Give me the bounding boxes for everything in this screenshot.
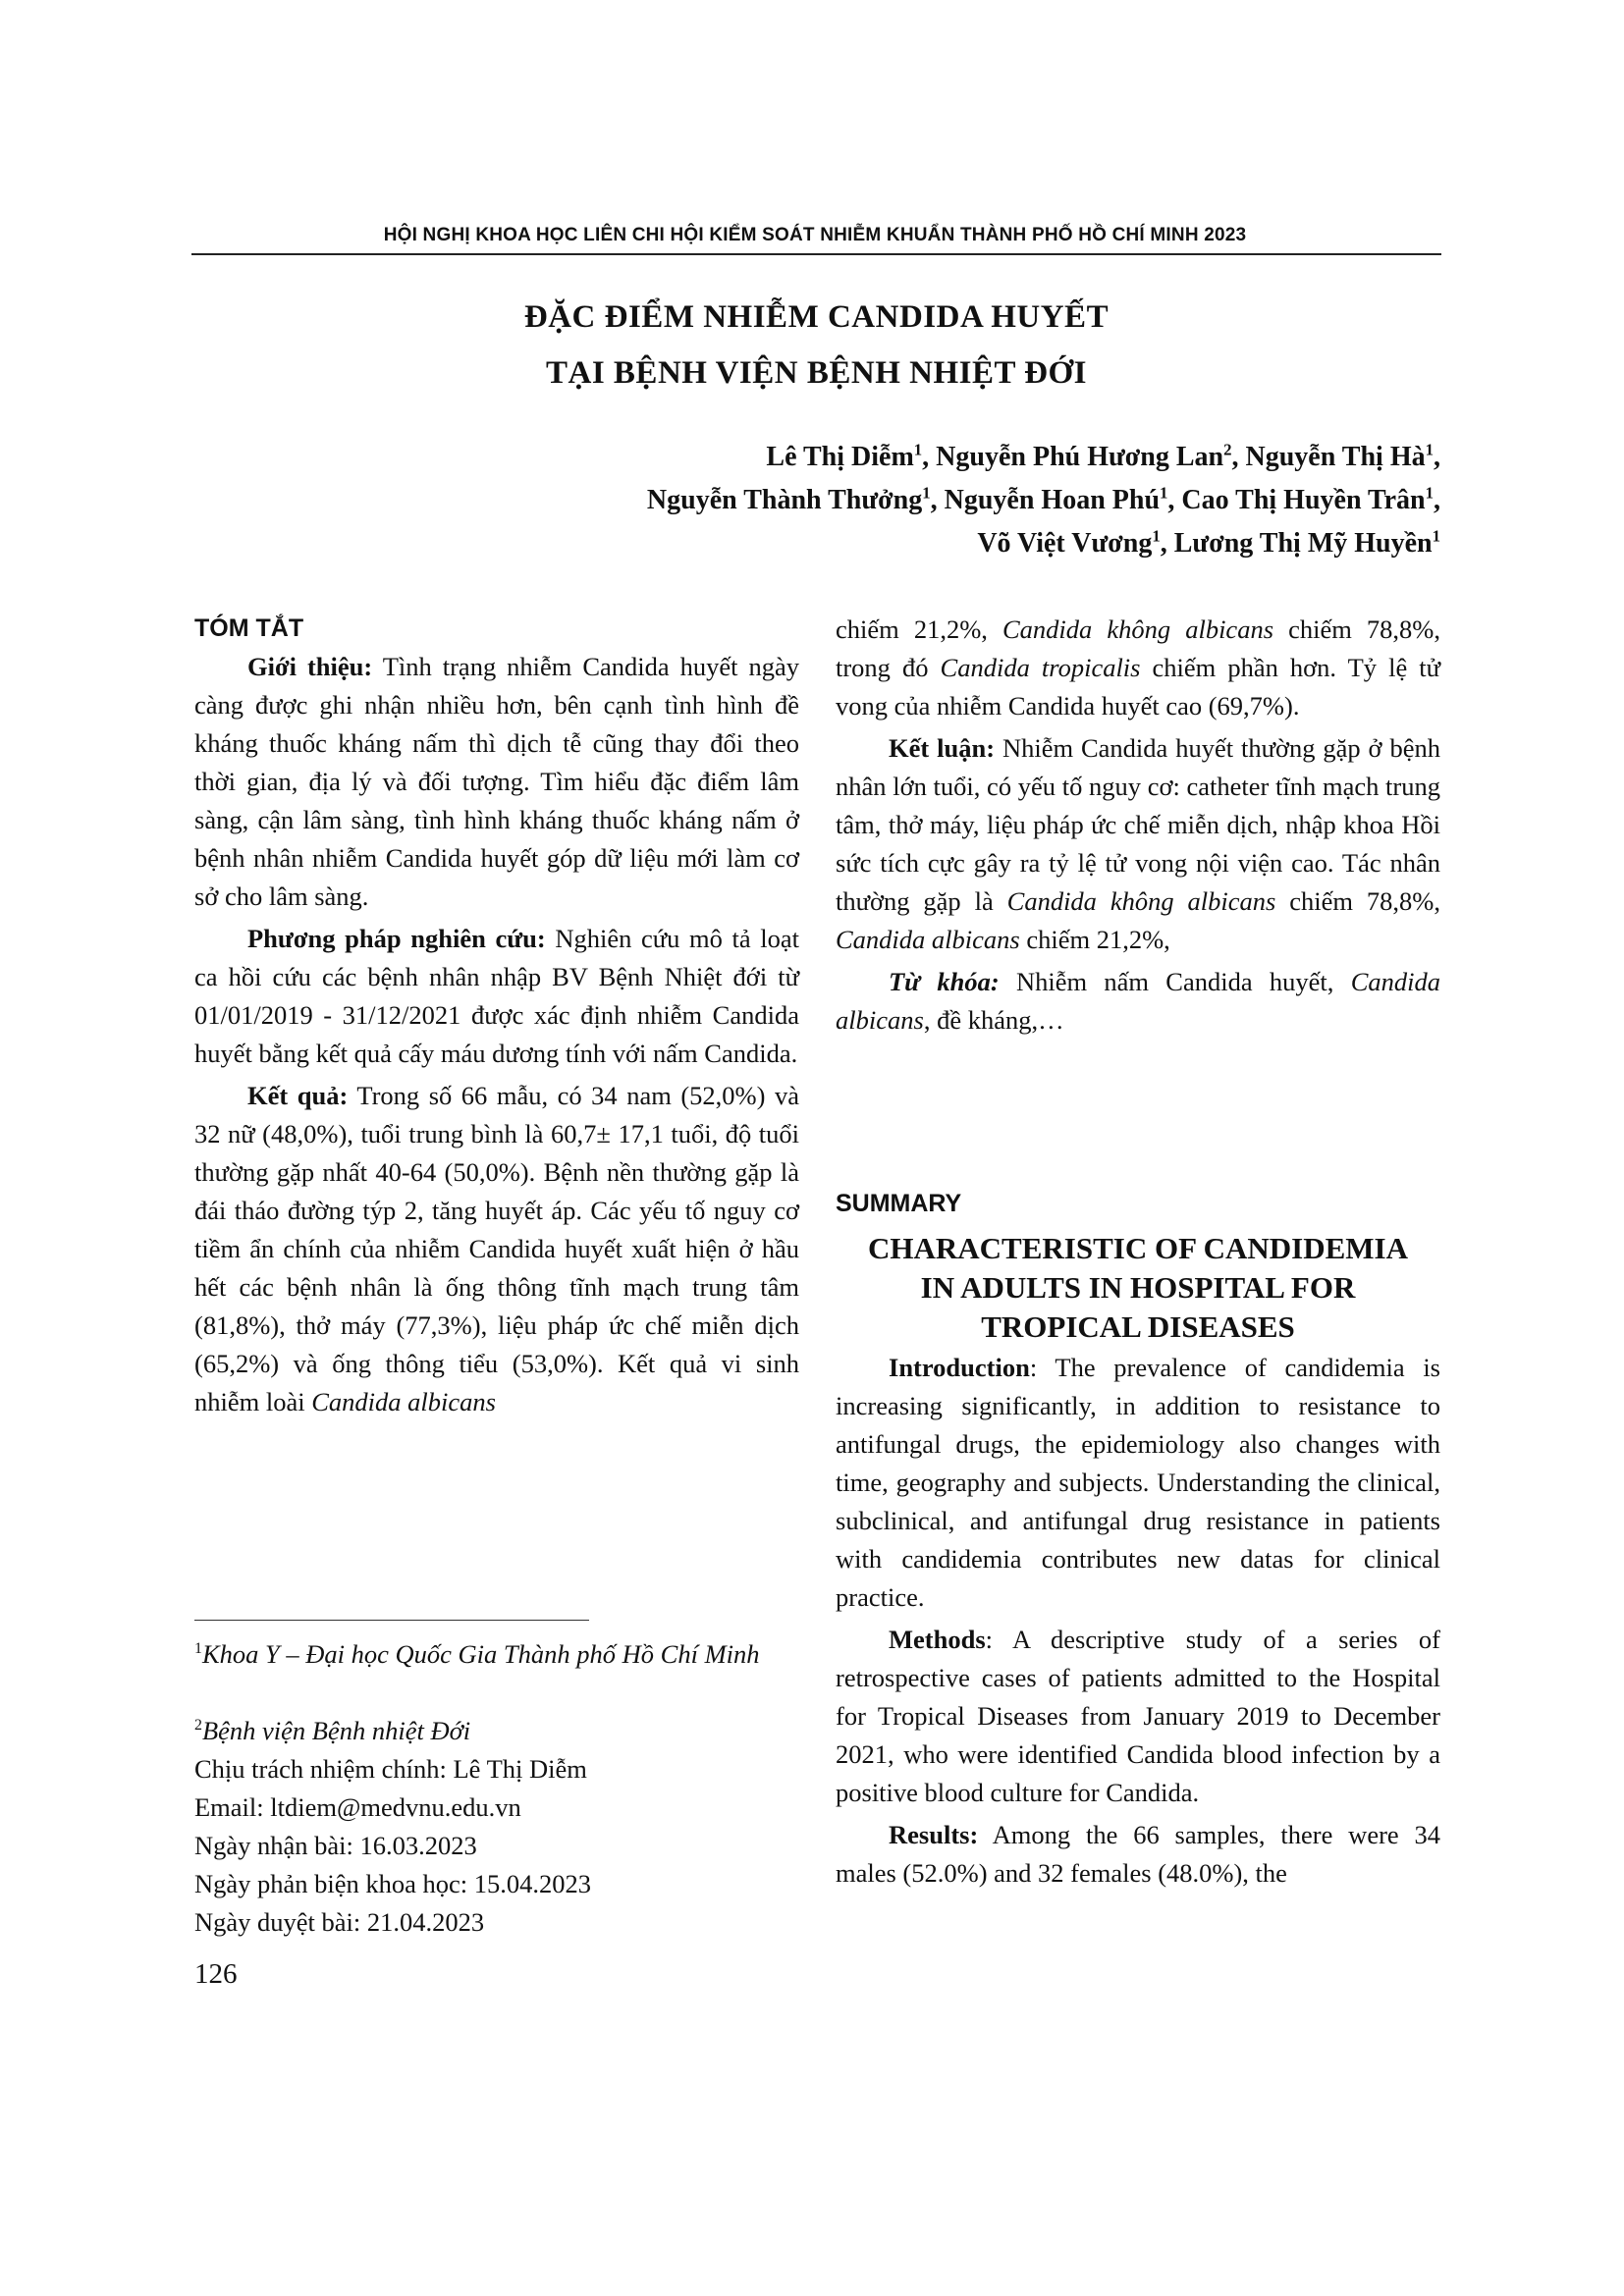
reviewed-date: Ngày phản biện khoa học: 15.04.2023 [194, 1869, 592, 1898]
author-line-1 [766, 442, 1440, 473]
en-intro-paragraph [836, 1349, 1440, 1617]
author-name: , Nguyễn Hoan Phú [930, 485, 1161, 515]
footnote-affiliation-1 [194, 1635, 803, 1674]
author-name: Võ Việt Vương [977, 528, 1153, 559]
en-intro-label: Introduction [889, 1353, 1030, 1382]
keywords-paragraph [836, 963, 1440, 1040]
affiliation-mark: 1 [1152, 526, 1161, 546]
conclusion-text: Nhiễm Candida huyết thường gặp ở bệnh nhân lớn tuổi, có yếu tố nguy cơ: catheter tĩnh mạch trung tâm, thở máy, liệu pháp ức chế miễn dịch, nhập khoa Hồi sức tích cực gây ra tỷ lệ tử vong nội viện cao. Tác nhân thường gặp là [836, 733, 1440, 916]
footnote-affiliation-2 [194, 1712, 803, 1750]
affiliation-text: Khoa Y – Đại học Quốc Gia Thành phố Hồ Chí Minh [201, 1639, 760, 1669]
affiliation-mark: 1 [1160, 483, 1168, 503]
affiliation-mark: 1 [922, 483, 931, 503]
methods-paragraph [194, 920, 799, 1073]
keywords-text: , đề kháng,… [923, 1005, 1064, 1035]
footnote-divider [194, 1620, 589, 1621]
methods-text: Nghiên cứu mô tả loạt ca hồi cứu các bệnh nhân nhập BV Bệnh Nhiệt đới từ 01/01/2019 - 31/12/2021 được xác định nhiễm Candida huyết bằng kết quả cấy máu dương tính với nấm Candida. [194, 924, 799, 1068]
results-text: chiếm phần hơn. Tỷ lệ tử vong của nhiễm Candida huyết cao (69,7%). [836, 653, 1440, 721]
affiliation-mark: 1 [1425, 440, 1434, 459]
species-name: Candida không albicans [1006, 886, 1276, 916]
results-text: chiếm 21,2%, [836, 614, 1002, 644]
article-title-line-1: ĐẶC ĐIỂM NHIỄM CANDIDA HUYẾT [523, 299, 1110, 335]
author-name: , Nguyễn Thị Hà [1231, 442, 1426, 472]
author-name: Lê Thị Diễm [766, 442, 914, 472]
affiliation-text: Bệnh viện Bệnh nhiệt Đới [201, 1716, 471, 1745]
intro-text: Tình trạng nhiễm Candida huyết ngày càng được ghi nhận nhiều hơn, bên cạnh tình hình đề kháng thuốc kháng nấm thì dịch tễ cũng thay đổi theo thời gian, địa lý và đối tượng. Tìm hiểu đặc điểm lâm sàng, cận lâm sàng, tình hình kháng thuốc kháng nấm ở bệnh nhân nhiễm Candida huyết góp dữ liệu mới làm cơ sở cho lâm sàng. [194, 652, 799, 911]
page-number: 126 [194, 1958, 238, 1990]
intro-label: Giới thiệu: [247, 652, 373, 681]
english-title-line: TROPICAL DISEASES [981, 1309, 1295, 1344]
english-title-line: CHARACTERISTIC OF CANDIDEMIA [867, 1231, 1408, 1265]
species-name: Candida không albicans [1002, 614, 1274, 644]
author-line-2 [647, 485, 1440, 516]
affiliation-mark: 1 [1432, 526, 1440, 546]
affiliation-mark: 2 [194, 1717, 202, 1735]
species-name: Candida albicans [836, 925, 1020, 954]
conclusion-text: chiếm 21,2%, [1019, 925, 1170, 954]
keywords-text: Nhiễm nấm Candida huyết, [999, 967, 1351, 996]
en-methods-label: Methods [889, 1625, 986, 1654]
received-date: Ngày nhận bài: 16.03.2023 [194, 1831, 477, 1860]
results-text: Trong số 66 mẫu, có 34 nam (52,0%) và 32 nữ (48,0%), tuổi trung bình là 60,7± 17,1 tuổi, độ tuổi thường gặp nhất 40-64 (50,0%). Bệnh nền thường gặp là đái tháo đường týp 2, tăng huyết áp. Các yếu tố nguy cơ tiềm ẩn chính của nhiễm Candida huyết xuất hiện ở hầu hết các bệnh nhân là ống thông tĩnh mạch trung tâm (81,8%), thở máy (77,3%), liệu pháp ức chế miễn dịch (65,2%) và ống thông tiểu (53,0%). Kết quả vi sinh nhiễm loài [194, 1081, 800, 1416]
keywords-label: Từ khóa: [889, 967, 1000, 996]
en-intro-text: : The prevalence of candidemia is increasing significantly, in addition to resistance to antifungal drugs, the epidemiology also changes with time, geography and subjects. Understanding the clinical, subclinical, and antifungal drug resistance in patients with candidemia contributes new datas for clinical practice. [836, 1353, 1440, 1612]
results-continued [836, 611, 1440, 725]
abstract-left-column [194, 648, 799, 1425]
running-head: HỘI NGHỊ KHOA HỌC LIÊN CHI HỘI KIỂM SOÁT NHIỄM KHUẨN THÀNH PHỐ HỒ CHÍ MINH 2023 [383, 225, 1247, 245]
accepted-date: Ngày duyệt bài: 21.04.2023 [194, 1907, 485, 1937]
en-results-text: Among the 66 samples, there were 34 males (52.0%) and 32 females (48.0%), the [836, 1820, 1440, 1888]
header-divider [191, 253, 1441, 255]
results-label: Kết quả: [247, 1081, 349, 1110]
english-title [836, 1229, 1440, 1347]
affiliation-mark: 1 [913, 440, 923, 459]
separator: , [1434, 442, 1440, 472]
en-results-paragraph [836, 1816, 1440, 1893]
affiliation-mark: 1 [194, 1640, 202, 1658]
en-results-label: Results: [889, 1820, 979, 1849]
abstract-right-column [836, 611, 1440, 1043]
conclusion-paragraph [836, 729, 1440, 959]
summary-heading: SUMMARY [836, 1190, 962, 1217]
results-text: chiếm 78,8%, trong đó [836, 614, 1441, 682]
affiliation-mark: 2 [1223, 440, 1232, 459]
separator: , [1434, 485, 1440, 515]
conclusion-label: Kết luận: [889, 733, 996, 763]
author-name: , Lương Thị Mỹ Huyền [1160, 528, 1433, 559]
article-title-line-2: TẠI BỆNH VIỆN BỆNH NHIỆT ĐỚI [545, 355, 1087, 391]
abstract-heading: TÓM TẮT [194, 614, 304, 642]
corresponding-author: Chịu trách nhiệm chính: Lê Thị Diễm [194, 1754, 587, 1784]
affiliation-mark: 1 [1425, 483, 1434, 503]
en-methods-text: : A descriptive study of a series of retrospective cases of patients admitted to the Hospital for Tropical Diseases from January 2019 to December 2021, who were identified Candida blood infection by a positive blood culture for Candida. [836, 1625, 1440, 1807]
methods-label: Phương pháp nghiên cứu: [247, 924, 546, 953]
intro-paragraph [194, 648, 799, 916]
conclusion-text: chiếm 78,8%, [1275, 886, 1440, 916]
author-email: Email: ltdiem@medvnu.edu.vn [194, 1792, 521, 1822]
species-name: Candida tropicalis [940, 653, 1141, 682]
en-methods-paragraph [836, 1621, 1440, 1812]
species-name: Candida albicans [311, 1387, 496, 1416]
results-paragraph [194, 1077, 799, 1421]
species-name: Candida albicans [836, 967, 1440, 1035]
english-title-line: IN ADULTS IN HOSPITAL FOR [920, 1270, 1356, 1305]
summary-column [836, 1349, 1440, 1896]
author-name: , Cao Thị Huyền Trân [1167, 485, 1426, 515]
author-name: Nguyễn Thành Thưởng [646, 485, 923, 515]
author-name: , Nguyễn Phú Hương Lan [922, 442, 1224, 472]
author-line-3 [977, 528, 1440, 560]
